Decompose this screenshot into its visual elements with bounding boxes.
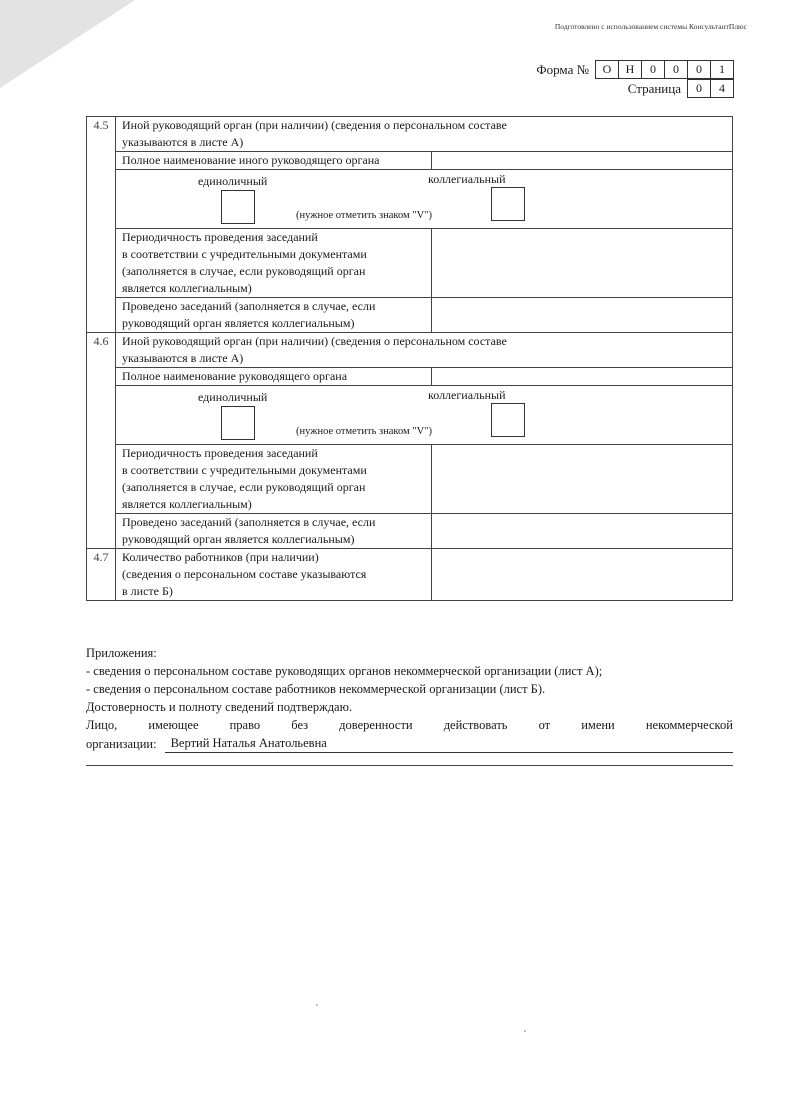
periodicity-line: в соответствии с учредительными документами: [122, 247, 367, 261]
option-collegial-label: коллегиальный: [428, 388, 506, 402]
periodicity-line: (заполняется в случае, если руководящий орган: [122, 264, 366, 278]
page-number: [628, 79, 734, 98]
footer-block: [86, 644, 733, 753]
page-digit-cell: 4: [710, 80, 733, 97]
body-name-field[interactable]: [432, 152, 733, 170]
meetings-label: [116, 298, 432, 333]
governing-bodies-table: [86, 116, 733, 601]
word: доверенности: [339, 718, 413, 732]
mark-hint: (нужное отметить знаком "V"): [296, 426, 432, 437]
periodicity-line: Периодичность проведения заседаний: [122, 446, 318, 460]
scan-speck: [316, 1004, 318, 1006]
form-code-cell: Н: [618, 61, 641, 78]
attachments-title: Приложения:: [86, 646, 157, 660]
periodicity-line: (заполняется в случае, если руководящий орган: [122, 480, 366, 494]
periodicity-field[interactable]: [432, 445, 733, 514]
word: действовать: [443, 718, 508, 732]
section-number: 4.6: [87, 333, 116, 549]
meetings-line: руководящий орган является коллегиальным): [122, 316, 355, 330]
meetings-field[interactable]: [432, 514, 733, 549]
section-title-line: Иной руководящий орган (при наличии) (сведения о персональном составе: [122, 334, 507, 348]
employees-label: [116, 549, 432, 601]
employees-line: (сведения о персональном составе указываются: [122, 567, 367, 581]
section-number: 4.7: [87, 549, 116, 601]
form-code-cell: 1: [710, 61, 733, 78]
org-label: организации:: [86, 737, 157, 751]
section-title: [116, 333, 733, 368]
single-checkbox[interactable]: [221, 406, 255, 440]
word: имени: [581, 718, 615, 732]
periodicity-label: [116, 229, 432, 298]
section-title-line: Иной руководящий орган (при наличии) (сведения о персональном составе: [122, 118, 507, 132]
scan-speck: [524, 1030, 526, 1032]
page-number-label: Страница: [627, 80, 681, 96]
periodicity-line: в соответствии с учредительными документами: [122, 463, 367, 477]
form-code-cell: О: [602, 62, 612, 76]
meetings-field[interactable]: [432, 298, 733, 333]
page-digit-cell: 0: [696, 81, 702, 95]
form-code-cell: 0: [687, 61, 710, 78]
periodicity-line: Периодичность проведения заседаний: [122, 230, 318, 244]
section-number: 4.5: [87, 117, 116, 333]
form-number: [536, 60, 734, 79]
attachment-b: - сведения о персональном составе работников некоммерческой организации (лист Б).: [86, 682, 546, 696]
body-type-choice: [116, 386, 733, 445]
option-single-label: единоличный: [198, 174, 268, 188]
body-type-choice: [116, 170, 733, 229]
page-number-cells: [687, 79, 734, 98]
mark-hint: (нужное отметить знаком "V"): [296, 210, 432, 221]
form-number-label: Форма №: [536, 61, 589, 77]
section-title-line: указываются в листе А): [122, 135, 244, 149]
employees-line: Количество работников (при наличии): [122, 550, 319, 564]
form-code-cells: [595, 60, 734, 79]
word: некоммерческой: [645, 718, 733, 732]
word: от: [538, 718, 551, 732]
single-checkbox[interactable]: [221, 190, 255, 224]
collegial-checkbox[interactable]: [491, 403, 525, 437]
meetings-line: Проведено заседаний (заполняется в случае, если: [122, 515, 376, 529]
attachment-a: - сведения о персональном составе руководящих органов некоммерческой организации (лист А);: [86, 664, 603, 678]
meetings-line: руководящий орган является коллегиальным): [122, 532, 355, 546]
collegial-checkbox[interactable]: [491, 187, 525, 221]
bottom-divider: [86, 765, 733, 766]
employees-line: в листе Б): [122, 584, 173, 598]
section-row-title: [87, 117, 733, 152]
form-code-cell: 0: [641, 61, 664, 78]
meetings-label: [116, 514, 432, 549]
periodicity-field[interactable]: [432, 229, 733, 298]
signer-line: [86, 734, 733, 753]
section-title: [116, 117, 733, 152]
employees-field[interactable]: [432, 549, 733, 601]
section-title-line: указываются в листе А): [122, 351, 244, 365]
word: без: [291, 718, 309, 732]
confirm-text: Достоверность и полноту сведений подтверждаю.: [86, 700, 353, 714]
meetings-line: Проведено заседаний (заполняется в случае, если: [122, 299, 376, 313]
word: имеющее: [148, 718, 199, 732]
periodicity-label: [116, 445, 432, 514]
word: Лицо,: [86, 718, 118, 732]
word: право: [229, 718, 261, 732]
body-name-label: Полное наименование иного руководящего органа: [116, 152, 432, 170]
periodicity-line: является коллегиальным): [122, 281, 252, 295]
scan-corner-fold: [0, 0, 135, 88]
form-code-cell: 0: [664, 61, 687, 78]
prepared-note: Подготовлено с использованием системы КонсультантПлюс: [554, 22, 747, 31]
body-name-label: Полное наименование руководящего органа: [116, 368, 432, 386]
authorized-person-line: [86, 716, 733, 734]
periodicity-line: является коллегиальным): [122, 497, 252, 511]
signer-name-field[interactable]: Вертий Наталья Анатольевна: [165, 734, 733, 753]
option-collegial-label: коллегиальный: [428, 172, 506, 186]
option-single-label: единоличный: [198, 390, 268, 404]
body-name-field[interactable]: [432, 368, 733, 386]
